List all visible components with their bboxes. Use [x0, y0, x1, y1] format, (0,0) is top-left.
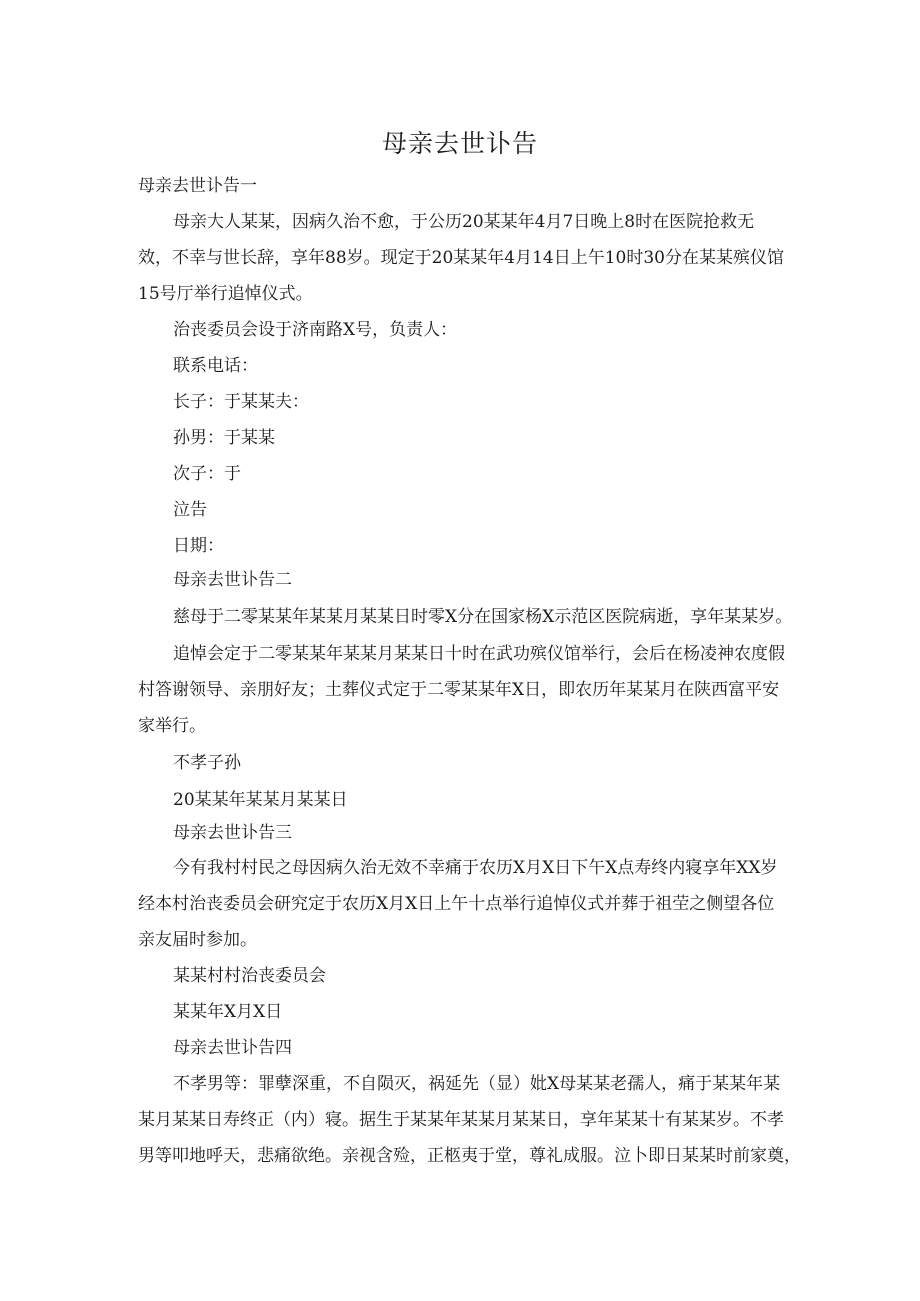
notice4-para1-line1: 不孝男等：罪孽深重，不自陨灭，祸延先（显）妣X母某某老孺人，痛于某某年某 — [173, 1074, 781, 1094]
notice3-signature: 某某村村治丧委员会 — [173, 966, 326, 986]
notice2-para2-line3: 家举行。 — [138, 716, 206, 736]
notice4-para1-line2: 某月某某日寿终正（内）寝。据生于某某年某某月某某日，享年某某十有某某岁。不孝 — [138, 1110, 784, 1130]
notice1-date: 日期： — [173, 536, 224, 556]
notice1-second-son: 次子：于 — [173, 464, 241, 484]
notice2-para1: 慈母于二零某某年某某月某某日时零X分在国家杨X示范区医院病逝，享年某某岁。 — [173, 607, 793, 627]
notice1-phone: 联系电话： — [173, 356, 258, 376]
notice2-signature: 不孝子孙 — [173, 753, 241, 773]
notice1-eldest-son: 长子：于某某夫： — [173, 392, 309, 412]
document-title: 母亲去世讣告 — [381, 129, 538, 158]
notice2-date: 20某某年某某月某某日 — [173, 790, 348, 810]
notice1-committee: 治丧委员会设于济南路X号，负责人： — [173, 320, 458, 340]
notice1-heading: 母亲去世讣告一 — [138, 176, 257, 196]
notice3-date: 某某年X月X日 — [173, 1002, 283, 1022]
notice1-para1-line3: 15号厅举行追悼仪式。 — [138, 284, 313, 304]
notice3-para1-line3: 亲友届时参加。 — [138, 930, 257, 950]
notice3-heading: 母亲去世讣告三 — [173, 823, 292, 843]
notice1-grandson: 孙男：于某某 — [173, 428, 275, 448]
notice2-heading: 母亲去世讣告二 — [173, 570, 292, 590]
notice1-para1-line1: 母亲大人某某，因病久治不愈，于公历20某某年4月7日晚上8时在医院抢救无 — [173, 212, 755, 232]
notice3-para1-line1: 今有我村村民之母因病久治无效不幸痛于农历X月X日下午X点寿终内寝享年XX岁 — [173, 858, 778, 878]
notice2-para2-line1: 追悼会定于二零某某年某某月某某日十时在武功殡仪馆举行，会后在杨凌神农度假 — [173, 644, 785, 664]
notice2-para2-line2: 村答谢领导、亲朋好友；土葬仪式定于二零某某年X日，即农历年某某月在陕西富平安 — [138, 680, 780, 700]
notice4-heading: 母亲去世讣告四 — [173, 1038, 292, 1058]
notice1-weeping: 泣告 — [173, 500, 207, 520]
notice4-para1-line3: 男等叩地呼天，悲痛欲绝。亲视含殓，正柩夷于堂，尊礼成服。泣卜即日某某时前家奠， — [138, 1146, 801, 1166]
notice3-para1-line2: 经本村治丧委员会研究定于农历X月X日上午十点举行追悼仪式并葬于祖茔之侧望各位 — [138, 894, 775, 914]
notice1-para1-line2: 效，不幸与世长辞，享年88岁。现定于20某某年4月14日上午10时30分在某某殡仪馆 — [138, 248, 784, 268]
